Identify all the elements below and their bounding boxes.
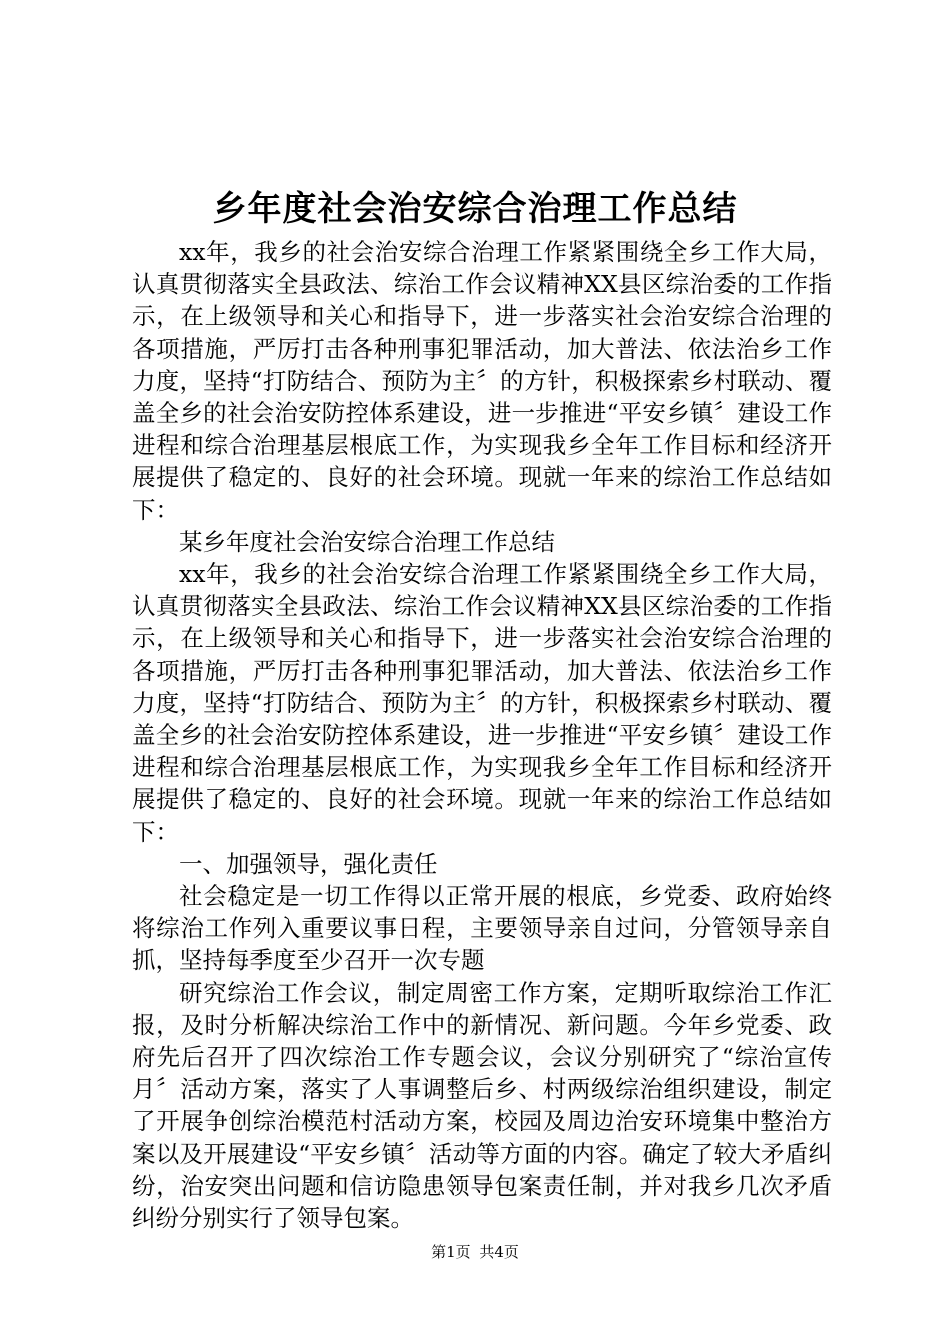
paragraph-subtitle: 某乡年度社会治安综合治理工作总结	[179, 527, 555, 556]
document-body	[132, 236, 832, 1234]
page-footer	[0, 1241, 950, 1263]
document-title: 乡年度社会治安综合治理工作总结	[212, 189, 738, 229]
paragraph-intro: xx年，我乡的社会治安综合治理工作紧紧围绕全乡工作大局，认真贯彻落实全县政法、综治工作会议精神XX县区综治委的工作指示，在上级领导和关心和指导下，进一步落实社会治安综合治理的各项措施，严厉打击各种刑事犯罪活动，加大普法、依法治乡工作力度，坚持“打防结合、预防为主〞的方针，积极探索乡村联动、覆盖全乡的社会治安防控体系建设，进一步推进“平安乡镇〞建设工作进程和综合治理基层根底工作，为实现我乡全年工作目标和经济开展提供了稳定的、良好的社会环境。现就一年来的综治工作总结如下：	[132, 238, 832, 524]
page-total: 共4页	[479, 1243, 519, 1261]
section-heading: 一、加强领导，强化责任	[179, 849, 438, 878]
paragraph-intro-repeat: xx年，我乡的社会治安综合治理工作紧紧围绕全乡工作大局，认真贯彻落实全县政法、综治工作会议精神XX县区综治委的工作指示，在上级领导和关心和指导下，进一步落实社会治安综合治理的各项措施，严厉打击各种刑事犯罪活动，加大普法、依法治乡工作力度，坚持“打防结合、预防为主〞的方针，积极探索乡村联动、覆盖全乡的社会治安防控体系建设，进一步推进“平安乡镇〞建设工作进程和综合治理基层根底工作，为实现我乡全年工作目标和经济开展提供了稳定的、良好的社会环境。现就一年来的综治工作总结如下：	[132, 560, 832, 846]
paragraph-research: 研究综治工作会议，制定周密工作方案，定期听取综治工作汇报，及时分析解决综治工作中的新情况、新问题。今年乡党委、政府先后召开了四次综治工作专题会议，会议分别研究了“综治宣传月〞活动方案，落实了人事调整后乡、村两级综治组织建设，制定了开展争创综治模范村活动方案，校园及周边治安环境集中整治方案以及开展建设“平安乡镇〞活动等方面的内容。确定了较大矛盾纠纷，治安突出问题和信访隐患领导包案责任制，并对我乡几次矛盾纠纷分别实行了领导包案。	[132, 978, 832, 1233]
paragraph-stability: 社会稳定是一切工作得以正常开展的根底，乡党委、政府始终将综治工作列入重要议事日程，主要领导亲自过问，分管领导亲自抓，坚持每季度至少召开一次专题	[132, 882, 832, 975]
page-number: 第1页	[431, 1243, 471, 1261]
